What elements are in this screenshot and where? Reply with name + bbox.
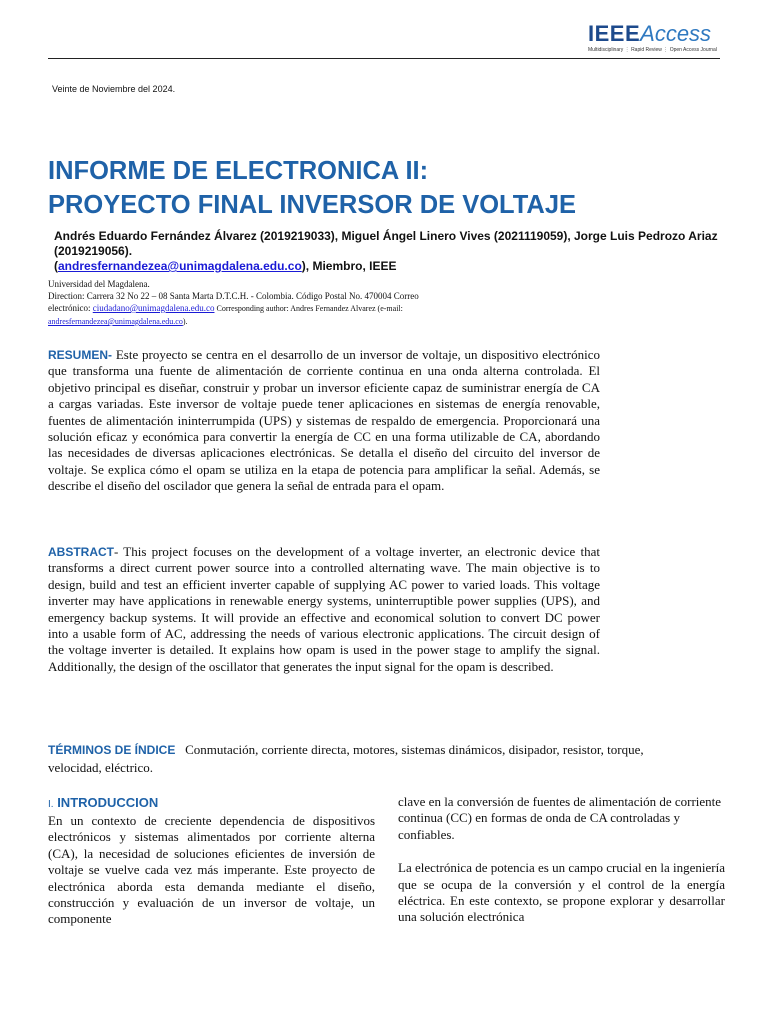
section-number: I. [48,799,54,810]
resumen-block [48,347,600,495]
header-divider [48,58,720,59]
affiliation-university: Universidad del Magdalena. [48,279,150,289]
section-heading-introduccion [48,794,375,813]
affiliation-direction: Direction: Carrera 32 No 22 – 08 Santa Marta D.T.C.H. - Colombia. Código Postal No. 470004 Correo electrónico: [48,291,419,313]
right-column [398,794,725,926]
intro-continued-paragraph: continua (CC) en formas de onda de CA controladas y confiables. [398,810,680,842]
author-email-link[interactable]: andresfernandezea@unimagdalena.edu.co [58,259,302,273]
left-column [48,794,375,928]
author-list [54,229,724,274]
author-names: Andrés Eduardo Fernández Álvarez (2019219033), Miguel Ángel Linero Vives (2021119059), Jorge Luis Pedrozo Ariaz (2019219056). [54,229,718,258]
corresponding-author: Corresponding author: Andres Fernandez Alvarez (e-mail: [214,304,403,313]
ieee-access-logo [588,22,718,53]
title-line-2: PROYECTO FINAL INVERSOR DE VOLTAJE [48,191,577,219]
intro-paragraph-1: En un contexto de creciente dependencia de dispositivos electrónicos y sistemas alimentados por corriente alterna (CA), la necesidad de soluciones eficientes de inversión de voltaje se vuelve cada vez más imperante. Este proyecto de electrónica aborda esta demanda mediante el diseño, construcción y evaluación de un inversor de voltaje, un componente [48,813,375,927]
logo-access-text: Access [640,21,712,46]
affiliation [48,278,448,328]
index-terms-label: TÉRMINOS DE ÍNDICE [48,743,176,757]
author-email-open: ( [54,259,58,273]
author-membership: ), Miembro, IEEE [301,259,397,273]
section-title: INTRODUCCION [57,795,159,810]
resumen-text: Este proyecto se centra en el desarrollo de un inversor de voltaje, un dispositivo electrónico que transforma una fuente de alimentación de corriente continua en una onda alterna controlada. El objetivo principal es diseñar, construir y probar un inversor eficiente capaz de suministrar energía de CA a cargas variadas. Este inversor de voltaje puede tener aplicaciones en sistemas de energía renovable, fuentes de alimentación ininterrumpida (UPS) y sistemas de respaldo de emergencia. Proporcionará una solución eficaz y económica para convertir la energía de CC en una forma utilizable de CA, abordando las necesidades de diversas aplicaciones electrónicas. Se detalla el diseño del circuito del inversor de voltaje. Se explica cómo el opam se utiliza en la etapa de potencia para amplificar la señal. Además, se describe el diseño del oscilador que genera la señal de entrada para el opam. [48,347,600,494]
contact-email-link[interactable]: ciudadano@unimagdalena.edu.co [92,303,215,313]
index-terms-text: Conmutación, corriente directa, motores, sistemas dinámicos, disipador, resistor, torque, velocidad, eléctrico. [48,742,644,775]
resumen-label: RESUMEN- [48,348,113,362]
logo-tagline: Multidisciplinary ⋮ Rapid Review ⋮ Open Access Journal [588,47,717,53]
abstract-block [48,544,600,675]
abstract-text: - This project focuses on the development of a voltage inverter, an electronic device that transforms a direct current power source into a controlled alternating wave. The main objective is to design, build and test an efficient inverter capable of supplying AC power to varied loads. This voltage inverter may have applications in renewable energy systems, uninterruptible power supplies (UPS), and emergency backup systems. It will provide an effective and economical solution to convert DC power into a usable form of AC, addressing the needs of various electronic applications. The circuit design of the voltage inverter is detailed. It explains how opam is used in the power stage to amplify the signal. Additionally, the design of the oscillator that generates the input signal for the opam is described. [48,544,600,674]
abstract-label: ABSTRACT [48,545,114,559]
publication-date: Veinte de Noviembre del 2024. [52,84,176,94]
affiliation-closing: ). [182,317,188,326]
logo-ieee-text: IEEE [588,21,641,46]
corresponding-email-link[interactable]: andresfernandezea@unimagdalena.edu.co [48,317,183,326]
paper-title [48,154,728,222]
intro-continued-line: clave en la conversión de fuentes de alimentación de corriente [398,794,722,809]
title-line-1: INFORME DE ELECTRONICA II: [48,157,429,185]
intro-paragraph-2: La electrónica de potencia es un campo crucial en la ingeniería que se ocupa de la conversión y el control de la energía eléctrica. En este contexto, se propone explorar y desarrollar una solución electrónica [398,860,725,925]
index-terms [48,741,698,776]
